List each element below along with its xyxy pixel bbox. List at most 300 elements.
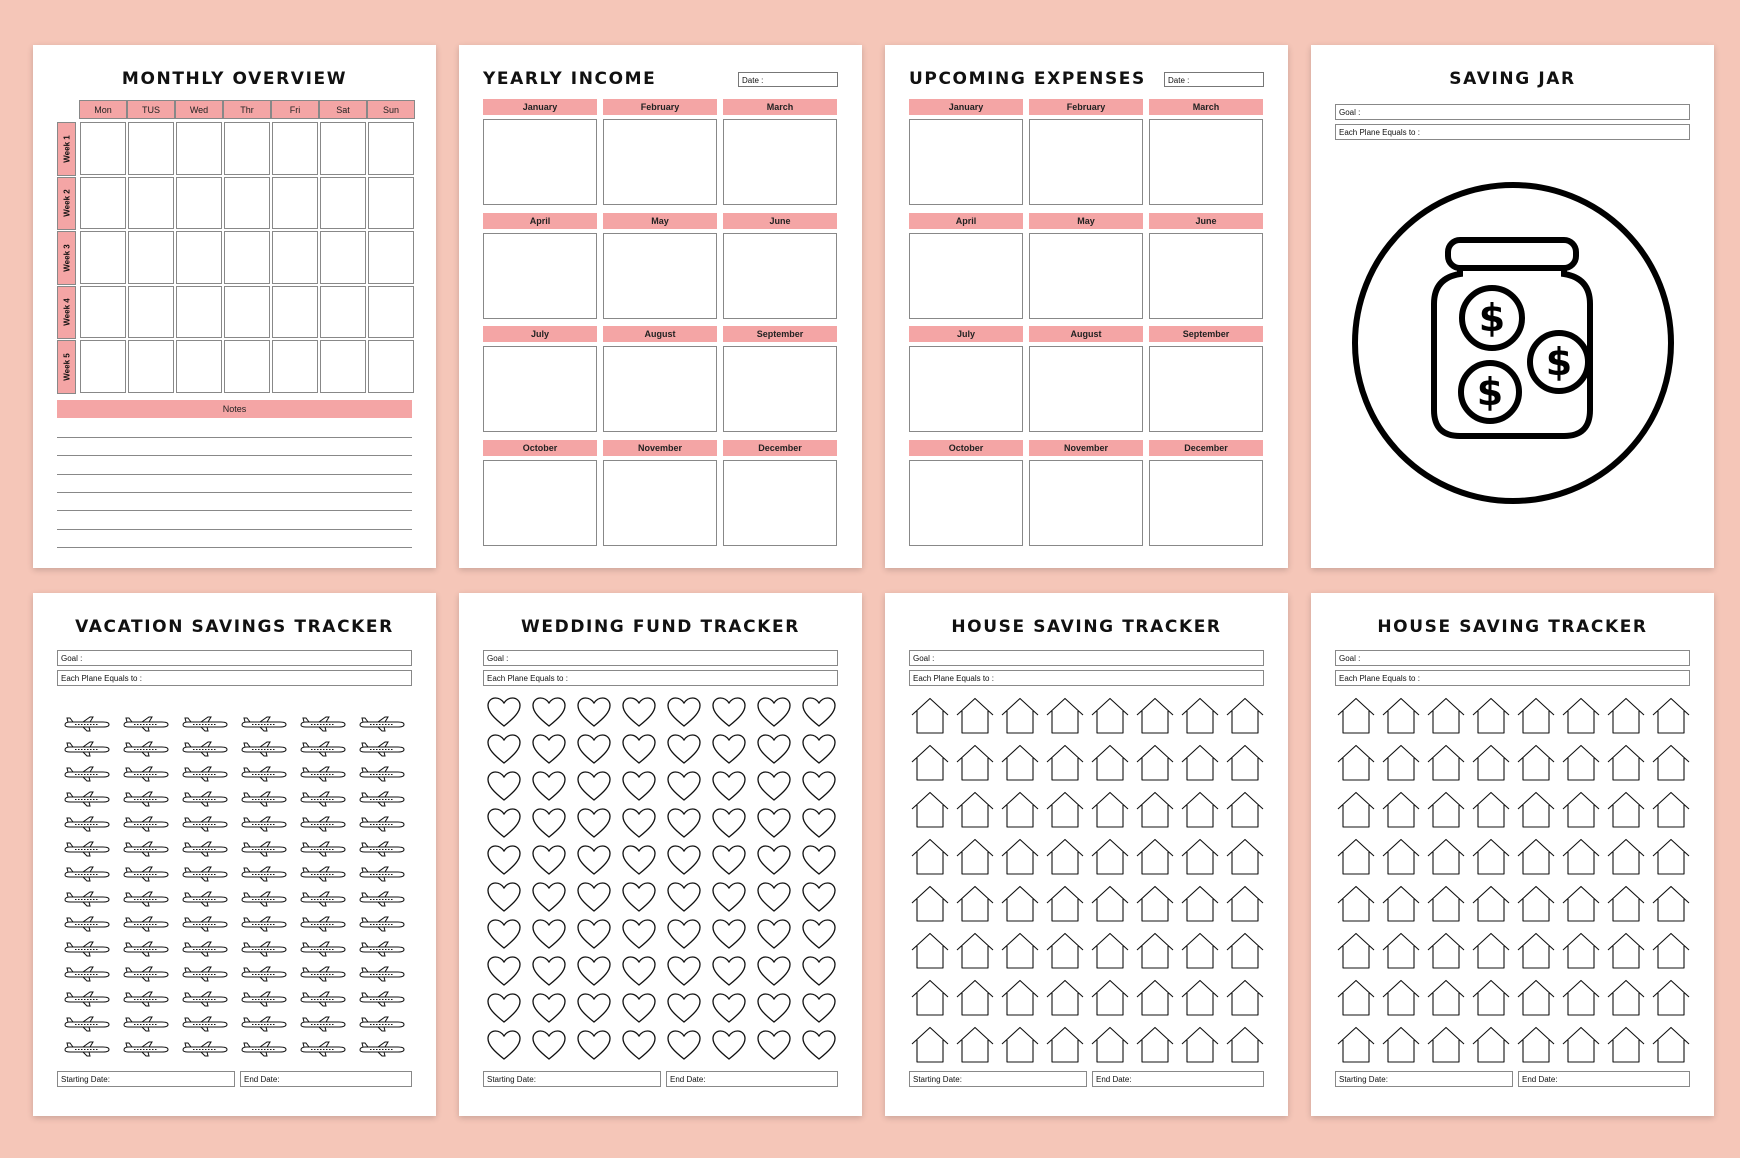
house-icon[interactable] — [1607, 932, 1645, 970]
airplane-icon[interactable] — [63, 791, 111, 807]
house-icon[interactable] — [911, 838, 949, 876]
airplane-icon[interactable] — [122, 841, 170, 857]
end-date-field[interactable]: End Date: — [1092, 1071, 1264, 1087]
airplane-icon[interactable] — [63, 991, 111, 1007]
airplane-icon[interactable] — [122, 791, 170, 807]
heart-icon[interactable] — [486, 1029, 522, 1061]
heart-icon[interactable] — [666, 992, 702, 1024]
heart-icon[interactable] — [756, 733, 792, 765]
house-icon[interactable] — [1046, 744, 1084, 782]
calendar-cell[interactable] — [320, 231, 366, 284]
airplane-icon[interactable] — [63, 866, 111, 882]
month-cell[interactable] — [1029, 119, 1143, 205]
house-icon[interactable] — [1337, 791, 1375, 829]
heart-icon[interactable] — [486, 807, 522, 839]
house-icon[interactable] — [1001, 1026, 1039, 1064]
house-icon[interactable] — [1181, 885, 1219, 923]
month-cell[interactable] — [483, 119, 597, 205]
airplane-icon[interactable] — [299, 991, 347, 1007]
heart-icon[interactable] — [756, 918, 792, 950]
each-equals-field[interactable]: Each Plane Equals to : — [1335, 670, 1690, 686]
heart-icon[interactable] — [621, 918, 657, 950]
calendar-cell[interactable] — [176, 122, 222, 175]
calendar-cell[interactable] — [176, 286, 222, 339]
airplane-icon[interactable] — [358, 866, 406, 882]
house-icon[interactable] — [1517, 979, 1555, 1017]
house-icon[interactable] — [1472, 791, 1510, 829]
airplane-icon[interactable] — [240, 991, 288, 1007]
airplane-icon[interactable] — [299, 816, 347, 832]
airplane-icon[interactable] — [240, 941, 288, 957]
heart-icon[interactable] — [801, 992, 837, 1024]
calendar-cell[interactable] — [128, 340, 174, 393]
airplane-icon[interactable] — [122, 741, 170, 757]
house-icon[interactable] — [1427, 838, 1465, 876]
month-cell[interactable] — [1149, 460, 1263, 546]
end-date-field[interactable]: End Date: — [1518, 1071, 1690, 1087]
heart-icon[interactable] — [576, 696, 612, 728]
calendar-cell[interactable] — [224, 231, 270, 284]
house-icon[interactable] — [1001, 697, 1039, 735]
house-icon[interactable] — [1046, 885, 1084, 923]
airplane-icon[interactable] — [63, 1041, 111, 1057]
airplane-icon[interactable] — [240, 816, 288, 832]
airplane-icon[interactable] — [63, 841, 111, 857]
note-line[interactable] — [57, 437, 412, 438]
house-icon[interactable] — [1181, 744, 1219, 782]
calendar-cell[interactable] — [128, 231, 174, 284]
airplane-icon[interactable] — [299, 1041, 347, 1057]
house-icon[interactable] — [1652, 885, 1690, 923]
house-icon[interactable] — [1562, 838, 1600, 876]
month-cell[interactable] — [909, 460, 1023, 546]
airplane-icon[interactable] — [122, 1016, 170, 1032]
house-icon[interactable] — [1427, 791, 1465, 829]
heart-icon[interactable] — [801, 955, 837, 987]
house-icon[interactable] — [956, 1026, 994, 1064]
house-icon[interactable] — [1181, 979, 1219, 1017]
heart-icon[interactable] — [756, 844, 792, 876]
calendar-cell[interactable] — [80, 286, 126, 339]
house-icon[interactable] — [1382, 885, 1420, 923]
airplane-icon[interactable] — [299, 866, 347, 882]
month-cell[interactable] — [723, 460, 837, 546]
heart-icon[interactable] — [486, 992, 522, 1024]
house-icon[interactable] — [911, 744, 949, 782]
house-icon[interactable] — [1226, 791, 1264, 829]
heart-icon[interactable] — [576, 992, 612, 1024]
note-line[interactable] — [57, 492, 412, 493]
starting-date-field[interactable]: Starting Date: — [483, 1071, 661, 1087]
airplane-icon[interactable] — [122, 991, 170, 1007]
airplane-icon[interactable] — [299, 741, 347, 757]
house-icon[interactable] — [1427, 744, 1465, 782]
house-icon[interactable] — [956, 744, 994, 782]
heart-icon[interactable] — [576, 807, 612, 839]
house-icon[interactable] — [1652, 791, 1690, 829]
house-icon[interactable] — [1337, 979, 1375, 1017]
calendar-cell[interactable] — [272, 122, 318, 175]
airplane-icon[interactable] — [181, 1041, 229, 1057]
house-icon[interactable] — [1472, 744, 1510, 782]
heart-icon[interactable] — [801, 733, 837, 765]
calendar-cell[interactable] — [80, 122, 126, 175]
each-equals-field[interactable]: Each Plane Equals to : — [909, 670, 1264, 686]
each-equals-field[interactable]: Each Plane Equals to : — [57, 670, 412, 686]
airplane-icon[interactable] — [122, 916, 170, 932]
heart-icon[interactable] — [576, 733, 612, 765]
house-icon[interactable] — [1226, 697, 1264, 735]
calendar-cell[interactable] — [320, 340, 366, 393]
calendar-cell[interactable] — [368, 286, 414, 339]
heart-icon[interactable] — [711, 1029, 747, 1061]
house-icon[interactable] — [1607, 838, 1645, 876]
heart-icon[interactable] — [801, 844, 837, 876]
airplane-icon[interactable] — [181, 741, 229, 757]
heart-icon[interactable] — [486, 955, 522, 987]
heart-icon[interactable] — [666, 881, 702, 913]
house-icon[interactable] — [1001, 744, 1039, 782]
month-cell[interactable] — [1149, 346, 1263, 432]
house-icon[interactable] — [911, 932, 949, 970]
heart-icon[interactable] — [801, 1029, 837, 1061]
house-icon[interactable] — [1472, 697, 1510, 735]
heart-icon[interactable] — [531, 1029, 567, 1061]
month-cell[interactable] — [909, 233, 1023, 319]
house-icon[interactable] — [1427, 697, 1465, 735]
calendar-cell[interactable] — [128, 177, 174, 230]
house-icon[interactable] — [1001, 932, 1039, 970]
goal-field[interactable]: Goal : — [1335, 650, 1690, 666]
month-cell[interactable] — [1149, 119, 1263, 205]
heart-icon[interactable] — [531, 881, 567, 913]
airplane-icon[interactable] — [181, 841, 229, 857]
heart-icon[interactable] — [576, 844, 612, 876]
heart-icon[interactable] — [531, 844, 567, 876]
heart-icon[interactable] — [711, 992, 747, 1024]
house-icon[interactable] — [1382, 838, 1420, 876]
airplane-icon[interactable] — [358, 991, 406, 1007]
airplane-icon[interactable] — [358, 791, 406, 807]
house-icon[interactable] — [1046, 838, 1084, 876]
house-icon[interactable] — [1652, 932, 1690, 970]
airplane-icon[interactable] — [299, 841, 347, 857]
house-icon[interactable] — [1382, 791, 1420, 829]
house-icon[interactable] — [1472, 1026, 1510, 1064]
house-icon[interactable] — [1226, 979, 1264, 1017]
house-icon[interactable] — [911, 885, 949, 923]
heart-icon[interactable] — [531, 992, 567, 1024]
house-icon[interactable] — [1136, 932, 1174, 970]
house-icon[interactable] — [1181, 932, 1219, 970]
month-cell[interactable] — [723, 233, 837, 319]
date-field[interactable]: Date : — [1164, 72, 1264, 87]
airplane-icon[interactable] — [358, 1016, 406, 1032]
house-icon[interactable] — [1382, 744, 1420, 782]
airplane-icon[interactable] — [63, 966, 111, 982]
airplane-icon[interactable] — [63, 766, 111, 782]
heart-icon[interactable] — [801, 918, 837, 950]
calendar-cell[interactable] — [176, 231, 222, 284]
airplane-icon[interactable] — [299, 791, 347, 807]
heart-icon[interactable] — [711, 807, 747, 839]
heart-icon[interactable] — [486, 844, 522, 876]
house-icon[interactable] — [1517, 838, 1555, 876]
heart-icon[interactable] — [576, 955, 612, 987]
airplane-icon[interactable] — [299, 891, 347, 907]
month-cell[interactable] — [723, 346, 837, 432]
heart-icon[interactable] — [801, 807, 837, 839]
calendar-cell[interactable] — [176, 340, 222, 393]
heart-icon[interactable] — [801, 770, 837, 802]
airplane-icon[interactable] — [358, 941, 406, 957]
airplane-icon[interactable] — [240, 866, 288, 882]
house-icon[interactable] — [1046, 1026, 1084, 1064]
house-icon[interactable] — [1652, 979, 1690, 1017]
house-icon[interactable] — [1136, 1026, 1174, 1064]
house-icon[interactable] — [1226, 932, 1264, 970]
heart-icon[interactable] — [531, 733, 567, 765]
goal-field[interactable]: Goal : — [1335, 104, 1690, 120]
house-icon[interactable] — [1001, 885, 1039, 923]
airplane-icon[interactable] — [240, 966, 288, 982]
calendar-cell[interactable] — [272, 286, 318, 339]
house-icon[interactable] — [1562, 979, 1600, 1017]
house-icon[interactable] — [1562, 744, 1600, 782]
heart-icon[interactable] — [756, 992, 792, 1024]
airplane-icon[interactable] — [122, 966, 170, 982]
house-icon[interactable] — [1091, 697, 1129, 735]
house-icon[interactable] — [1226, 744, 1264, 782]
airplane-icon[interactable] — [122, 766, 170, 782]
house-icon[interactable] — [1046, 932, 1084, 970]
airplane-icon[interactable] — [299, 966, 347, 982]
airplane-icon[interactable] — [240, 716, 288, 732]
house-icon[interactable] — [1382, 932, 1420, 970]
airplane-icon[interactable] — [358, 841, 406, 857]
airplane-icon[interactable] — [181, 1016, 229, 1032]
heart-icon[interactable] — [666, 844, 702, 876]
airplane-icon[interactable] — [299, 941, 347, 957]
house-icon[interactable] — [956, 932, 994, 970]
house-icon[interactable] — [1382, 979, 1420, 1017]
goal-field[interactable]: Goal : — [483, 650, 838, 666]
heart-icon[interactable] — [801, 881, 837, 913]
month-cell[interactable] — [603, 233, 717, 319]
airplane-icon[interactable] — [240, 916, 288, 932]
heart-icon[interactable] — [711, 881, 747, 913]
starting-date-field[interactable]: Starting Date: — [909, 1071, 1087, 1087]
house-icon[interactable] — [1181, 1026, 1219, 1064]
house-icon[interactable] — [1091, 932, 1129, 970]
month-cell[interactable] — [603, 346, 717, 432]
house-icon[interactable] — [1136, 979, 1174, 1017]
month-cell[interactable] — [603, 119, 717, 205]
heart-icon[interactable] — [621, 807, 657, 839]
house-icon[interactable] — [1046, 979, 1084, 1017]
house-icon[interactable] — [1136, 838, 1174, 876]
house-icon[interactable] — [1181, 791, 1219, 829]
heart-icon[interactable] — [576, 770, 612, 802]
house-icon[interactable] — [1562, 697, 1600, 735]
heart-icon[interactable] — [621, 844, 657, 876]
airplane-icon[interactable] — [299, 716, 347, 732]
calendar-cell[interactable] — [368, 231, 414, 284]
heart-icon[interactable] — [666, 918, 702, 950]
house-icon[interactable] — [1517, 885, 1555, 923]
house-icon[interactable] — [1472, 885, 1510, 923]
airplane-icon[interactable] — [240, 841, 288, 857]
month-cell[interactable] — [483, 233, 597, 319]
house-icon[interactable] — [1337, 744, 1375, 782]
airplane-icon[interactable] — [358, 966, 406, 982]
house-icon[interactable] — [956, 979, 994, 1017]
house-icon[interactable] — [1517, 744, 1555, 782]
heart-icon[interactable] — [576, 1029, 612, 1061]
airplane-icon[interactable] — [122, 716, 170, 732]
calendar-cell[interactable] — [176, 177, 222, 230]
heart-icon[interactable] — [486, 696, 522, 728]
house-icon[interactable] — [1607, 697, 1645, 735]
calendar-cell[interactable] — [368, 340, 414, 393]
heart-icon[interactable] — [531, 807, 567, 839]
heart-icon[interactable] — [711, 733, 747, 765]
starting-date-field[interactable]: Starting Date: — [1335, 1071, 1513, 1087]
house-icon[interactable] — [1427, 979, 1465, 1017]
house-icon[interactable] — [1091, 885, 1129, 923]
airplane-icon[interactable] — [181, 966, 229, 982]
month-cell[interactable] — [723, 119, 837, 205]
airplane-icon[interactable] — [358, 741, 406, 757]
house-icon[interactable] — [1091, 744, 1129, 782]
heart-icon[interactable] — [621, 1029, 657, 1061]
month-cell[interactable] — [909, 346, 1023, 432]
heart-icon[interactable] — [756, 881, 792, 913]
house-icon[interactable] — [911, 979, 949, 1017]
heart-icon[interactable] — [486, 733, 522, 765]
heart-icon[interactable] — [666, 770, 702, 802]
airplane-icon[interactable] — [181, 716, 229, 732]
house-icon[interactable] — [956, 791, 994, 829]
house-icon[interactable] — [1562, 791, 1600, 829]
airplane-icon[interactable] — [122, 1041, 170, 1057]
calendar-cell[interactable] — [368, 177, 414, 230]
heart-icon[interactable] — [576, 918, 612, 950]
house-icon[interactable] — [1337, 838, 1375, 876]
heart-icon[interactable] — [486, 770, 522, 802]
heart-icon[interactable] — [756, 955, 792, 987]
house-icon[interactable] — [911, 697, 949, 735]
heart-icon[interactable] — [576, 881, 612, 913]
heart-icon[interactable] — [531, 918, 567, 950]
calendar-cell[interactable] — [224, 286, 270, 339]
airplane-icon[interactable] — [122, 816, 170, 832]
calendar-cell[interactable] — [272, 177, 318, 230]
month-cell[interactable] — [1029, 346, 1143, 432]
heart-icon[interactable] — [666, 807, 702, 839]
heart-icon[interactable] — [531, 770, 567, 802]
house-icon[interactable] — [1472, 932, 1510, 970]
each-equals-field[interactable]: Each Plane Equals to : — [483, 670, 838, 686]
calendar-cell[interactable] — [320, 177, 366, 230]
house-icon[interactable] — [1607, 1026, 1645, 1064]
date-field[interactable]: Date : — [738, 72, 838, 87]
airplane-icon[interactable] — [122, 891, 170, 907]
heart-icon[interactable] — [486, 918, 522, 950]
airplane-icon[interactable] — [240, 1041, 288, 1057]
airplane-icon[interactable] — [358, 916, 406, 932]
heart-icon[interactable] — [621, 696, 657, 728]
heart-icon[interactable] — [756, 770, 792, 802]
airplane-icon[interactable] — [358, 816, 406, 832]
house-icon[interactable] — [1226, 1026, 1264, 1064]
house-icon[interactable] — [1562, 1026, 1600, 1064]
house-icon[interactable] — [1091, 1026, 1129, 1064]
house-icon[interactable] — [1091, 791, 1129, 829]
note-line[interactable] — [57, 547, 412, 548]
airplane-icon[interactable] — [181, 816, 229, 832]
house-icon[interactable] — [1226, 885, 1264, 923]
heart-icon[interactable] — [711, 918, 747, 950]
end-date-field[interactable]: End Date: — [666, 1071, 838, 1087]
house-icon[interactable] — [1046, 697, 1084, 735]
house-icon[interactable] — [1337, 1026, 1375, 1064]
house-icon[interactable] — [911, 791, 949, 829]
airplane-icon[interactable] — [358, 1041, 406, 1057]
house-icon[interactable] — [1382, 1026, 1420, 1064]
note-line[interactable] — [57, 474, 412, 475]
month-cell[interactable] — [603, 460, 717, 546]
airplane-icon[interactable] — [122, 866, 170, 882]
calendar-cell[interactable] — [128, 286, 174, 339]
airplane-icon[interactable] — [181, 791, 229, 807]
house-icon[interactable] — [1337, 932, 1375, 970]
house-icon[interactable] — [1652, 838, 1690, 876]
house-icon[interactable] — [1652, 1026, 1690, 1064]
house-icon[interactable] — [1562, 932, 1600, 970]
heart-icon[interactable] — [711, 696, 747, 728]
house-icon[interactable] — [911, 1026, 949, 1064]
calendar-cell[interactable] — [320, 286, 366, 339]
house-icon[interactable] — [1607, 791, 1645, 829]
heart-icon[interactable] — [486, 881, 522, 913]
calendar-cell[interactable] — [320, 122, 366, 175]
month-cell[interactable] — [1029, 460, 1143, 546]
house-icon[interactable] — [1607, 885, 1645, 923]
house-icon[interactable] — [1427, 885, 1465, 923]
heart-icon[interactable] — [756, 807, 792, 839]
calendar-cell[interactable] — [80, 340, 126, 393]
goal-field[interactable]: Goal : — [57, 650, 412, 666]
heart-icon[interactable] — [666, 696, 702, 728]
heart-icon[interactable] — [531, 696, 567, 728]
airplane-icon[interactable] — [63, 916, 111, 932]
heart-icon[interactable] — [666, 1029, 702, 1061]
house-icon[interactable] — [1562, 885, 1600, 923]
house-icon[interactable] — [1517, 697, 1555, 735]
airplane-icon[interactable] — [299, 1016, 347, 1032]
calendar-cell[interactable] — [272, 340, 318, 393]
airplane-icon[interactable] — [240, 891, 288, 907]
note-line[interactable] — [57, 510, 412, 511]
house-icon[interactable] — [1091, 838, 1129, 876]
house-icon[interactable] — [1136, 885, 1174, 923]
heart-icon[interactable] — [621, 770, 657, 802]
heart-icon[interactable] — [666, 955, 702, 987]
airplane-icon[interactable] — [181, 866, 229, 882]
heart-icon[interactable] — [756, 1029, 792, 1061]
note-line[interactable] — [57, 529, 412, 530]
